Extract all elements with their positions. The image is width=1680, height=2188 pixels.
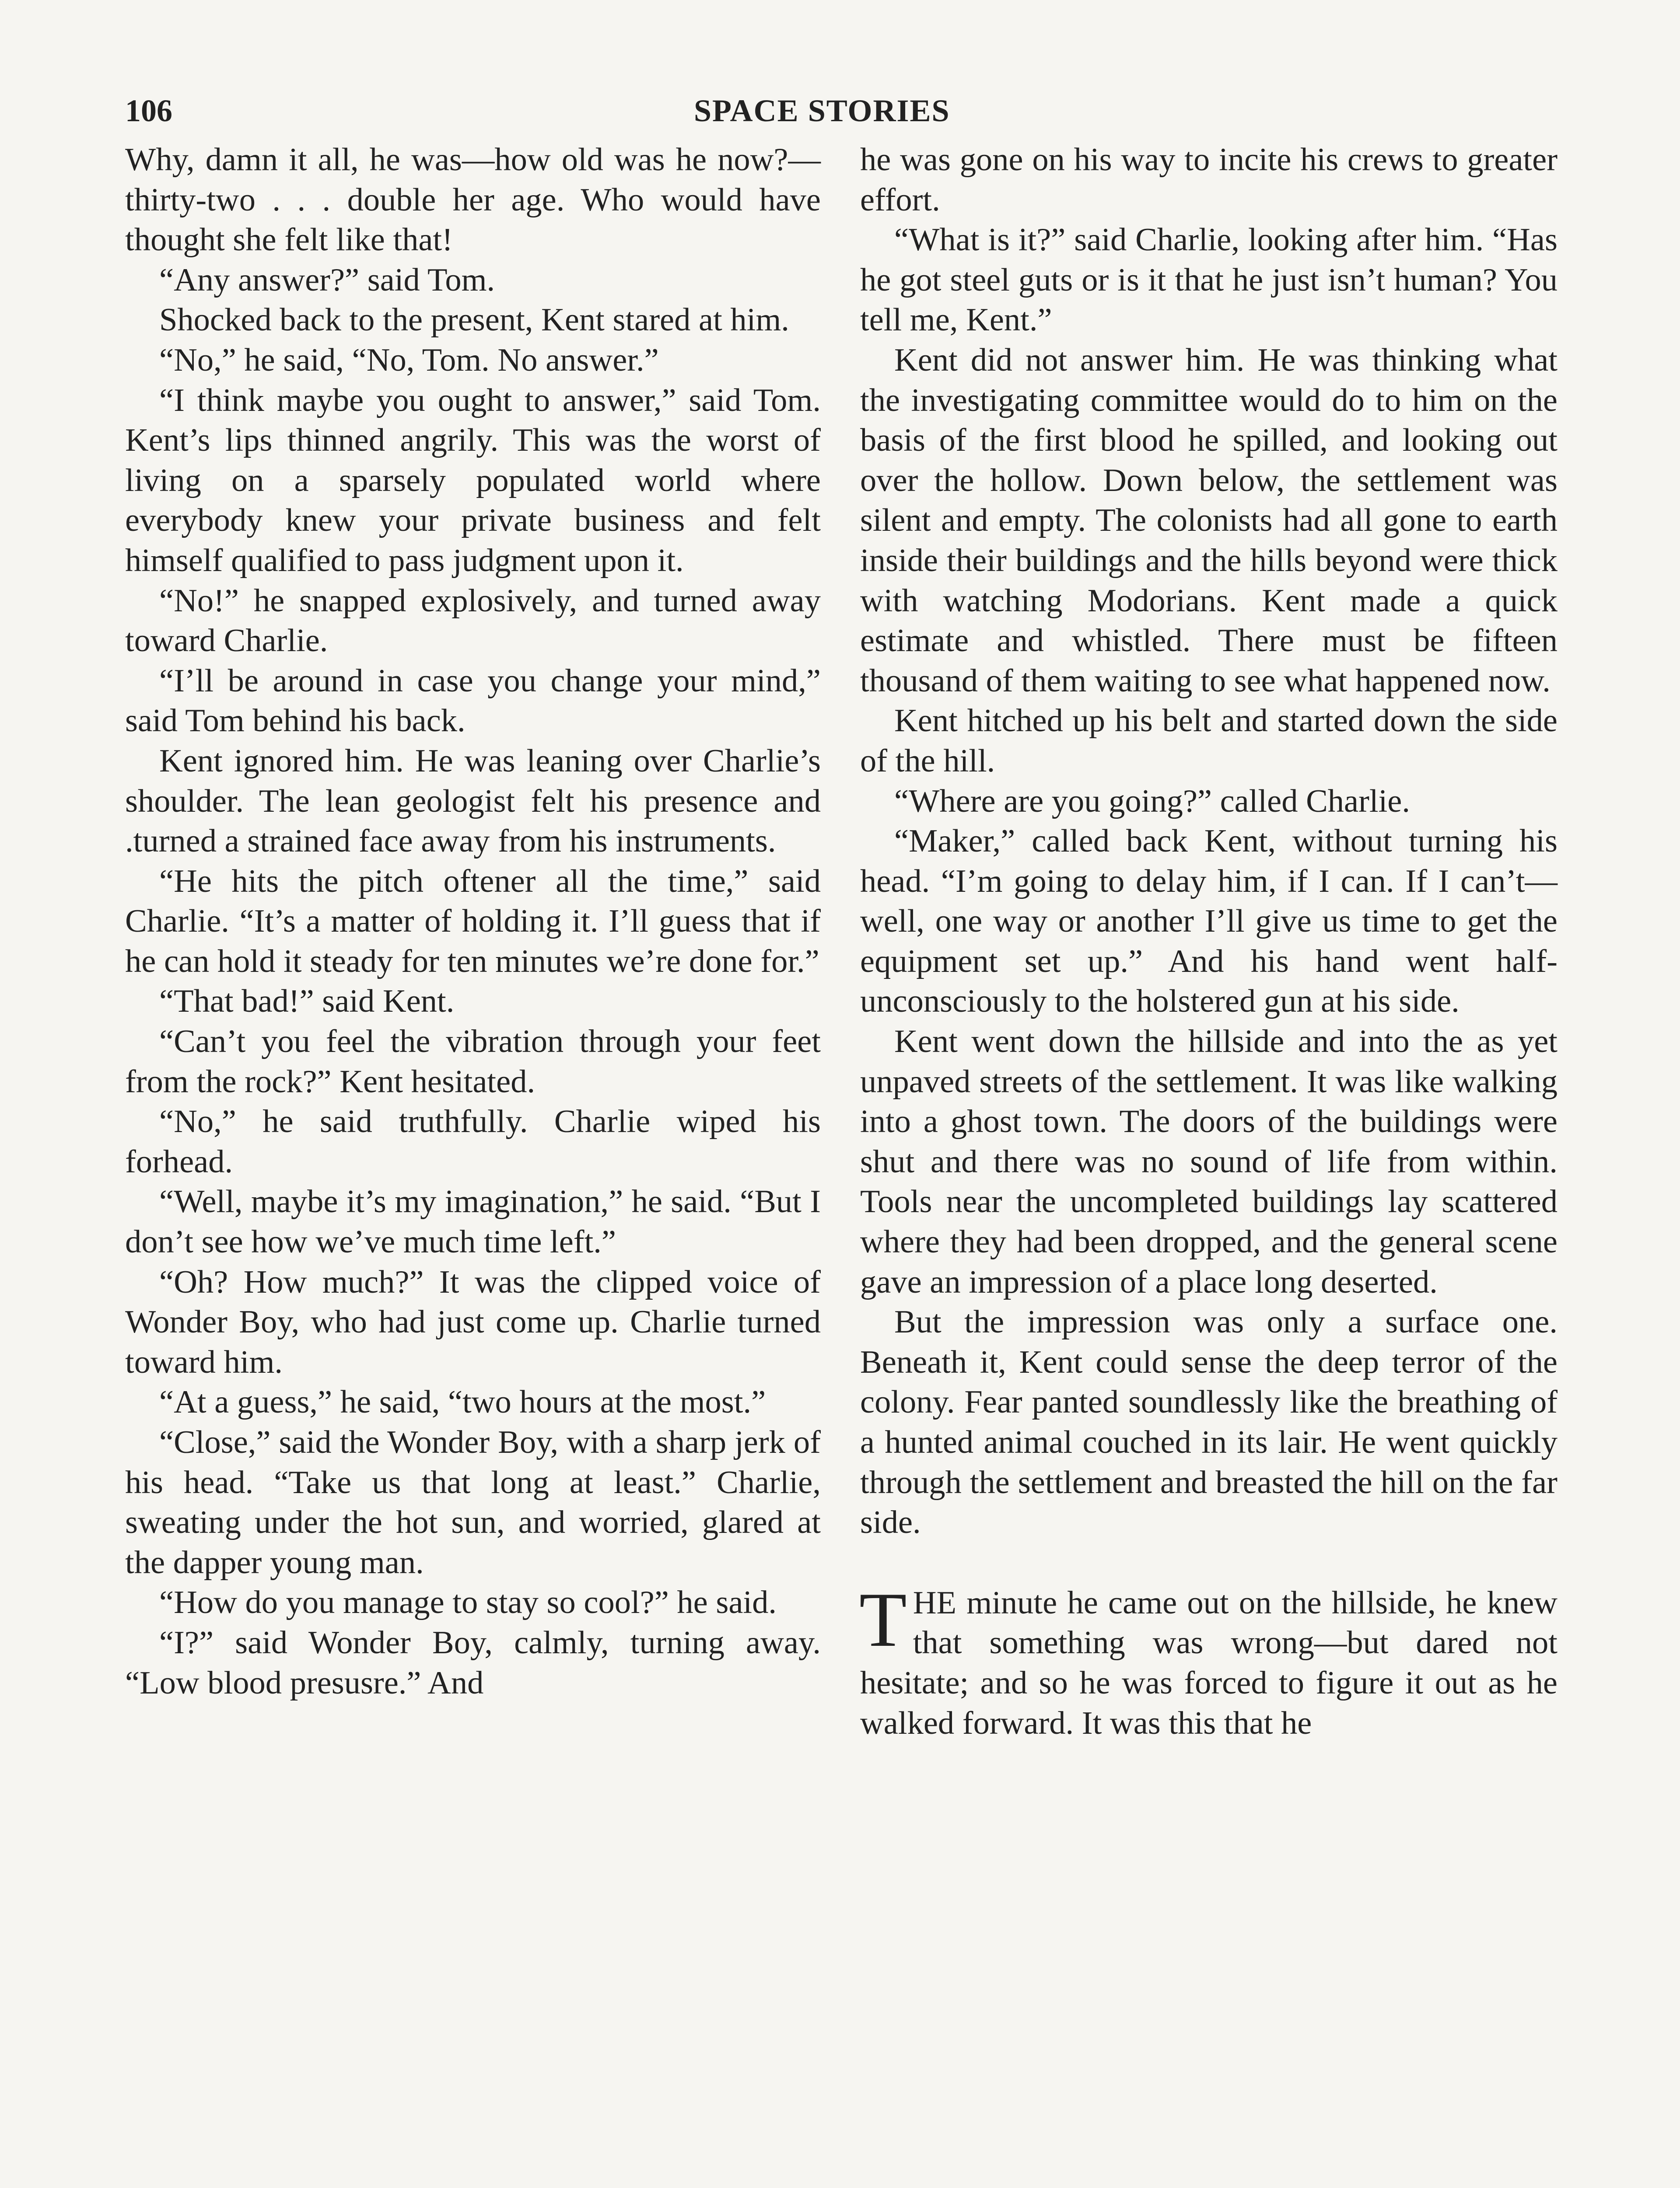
paragraph: “No!” he snapped explosively, and turned away toward Charlie.: [125, 582, 821, 659]
left-column: [125, 140, 821, 1703]
paragraph: “He hits the pitch oftener all the time,” said Charlie. “It’s a matter of holding it. I’ll guess that if he can hold it steady for ten minutes we’re done for.”: [125, 863, 821, 979]
paragraph: “Any answer?” said Tom.: [159, 262, 495, 298]
section-opening-paragraph: [859, 1576, 1558, 1743]
paragraph: “Maker,” called back Kent, without turning his head. “I’m going to delay him, if I can. If I can’t—well, one way or another I’ll give us time to get the equipment set up.” And his hand went half-unconsciously to the holstered gun at his side.: [860, 823, 1558, 1020]
paragraph: Why, damn it all, he was—how old was he now?—thirty-two . . . double her age. Who would have thought she felt like that!: [125, 142, 821, 258]
paragraph: “That bad!” said Kent.: [159, 983, 455, 1020]
paragraph: “I think maybe you ought to answer,” said Tom. Kent’s lips thinned angrily. This was the worst of living on a sparsely populated world where everybody knew your private business and felt himself qualified to pass judgment upon it.: [125, 382, 821, 579]
section-opening-text: HE minute he came out on the hillside, he knew that something was wrong—but dared not hesitate; and so he was forced to figure it out as he walked forward. It was this that he: [860, 1585, 1558, 1741]
paragraph: “I’ll be around in case you change your mind,” said Tom behind his back.: [125, 663, 821, 739]
paragraph: But the impression was only a surface one. Beneath it, Kent could sense the deep terror of the colony. Fear panted soundlessly like the breathing of a hunted animal couched in its lair. He went quickly through the settlement and breasted the hill on the far side.: [860, 1304, 1558, 1541]
page-number: 106: [125, 93, 172, 128]
paragraph: “What is it?” said Charlie, looking after him. “Has he got steel guts or is it that he just isn’t human? You tell me, Kent.”: [860, 222, 1558, 338]
paragraph: “Well, maybe it’s my imagination,” he said. “But I don’t see how we’ve much time left.”: [125, 1184, 821, 1260]
right-column: [860, 140, 1558, 1743]
paragraph: “Oh? How much?” It was the clipped voice of Wonder Boy, who had just come up. Charlie turned toward him.: [125, 1264, 821, 1380]
paragraph: Shocked back to the present, Kent stared at him.: [159, 302, 789, 338]
section-break: [860, 1543, 1558, 1583]
paragraph: he was gone on his way to incite his crews to greater effort.: [860, 142, 1558, 218]
paragraph: Kent hitched up his belt and started down the side of the hill.: [860, 703, 1558, 779]
paragraph: Kent ignored him. He was leaning over Charlie’s shoulder. The lean geologist felt his presence and .turned a strained face away from his instruments.: [125, 743, 821, 859]
paragraph: Kent went down the hillside and into the as yet unpaved streets of the settlement. It was like walking into a ghost town. The doors of the buildings were shut and there was no sound of life from within. Tools near the uncompleted buildings lay scattered where they had been dropped, and the general scene gave an impression of a place long deserted.: [860, 1024, 1558, 1300]
paragraph: “I?” said Wonder Boy, calmly, turning away. “Low blood presusre.” And: [125, 1624, 821, 1701]
paragraph: “How do you manage to stay so cool?” he said.: [159, 1585, 777, 1621]
paragraph: Kent did not answer him. He was thinking what the investigating committee would do to him on the basis of the first blood he spilled, and looking out over the hollow. Down below, the settlement was silent and empty. The colonists had all gone to earth inside their buildings and the hills beyond were thick with watching Modorians. Kent made a quick estimate and whistled. There must be fifteen thousand of them waiting to see what happened now.: [860, 342, 1558, 699]
paragraph: “No,” he said truthfully. Charlie wiped his forhead.: [125, 1104, 821, 1180]
paragraph: “Can’t you feel the vibration through your feet from the rock?” Kent hesitated.: [125, 1024, 821, 1100]
paragraph: “At a guess,” he said, “two hours at the most.”: [159, 1384, 766, 1420]
paragraph: “Close,” said the Wonder Boy, with a sharp jerk of his head. “Take us that long at least.” Charlie, sweating under the hot sun, and worried, glared at the dapper young man.: [125, 1424, 821, 1581]
paragraph: “No,” he said, “No, Tom. No answer.”: [159, 342, 659, 378]
drop-cap: T: [859, 1576, 907, 1663]
running-head: SPACE STORIES: [694, 93, 950, 128]
paragraph: “Where are you going?” called Charlie.: [894, 783, 1410, 819]
page-header: [125, 93, 1566, 137]
